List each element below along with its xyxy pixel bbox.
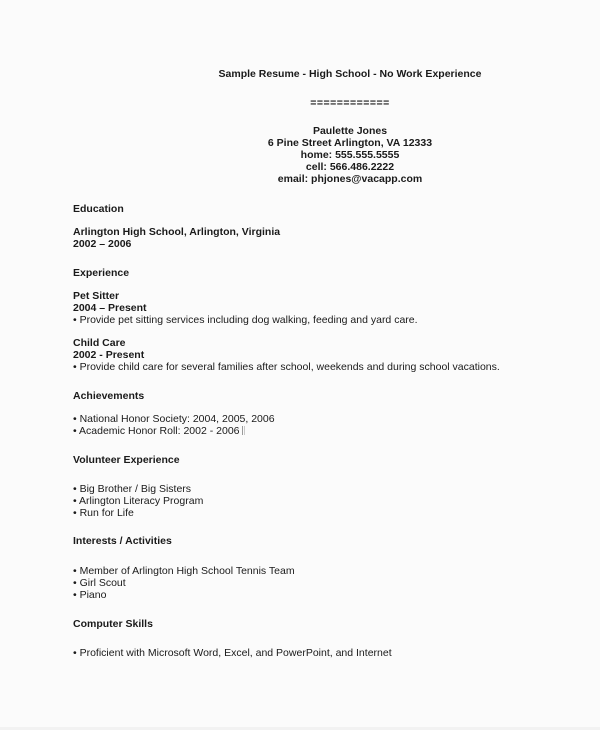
job-dates: 2002 - Present [73, 349, 145, 361]
list-item: • Big Brother / Big Sisters [73, 483, 192, 495]
achievements-list [73, 413, 573, 437]
contact-email: email: phjones@vacapp.com [277, 173, 423, 185]
education-block [73, 226, 573, 250]
list-item-text: • National Honor Society: 2004, 2005, 2006 [73, 413, 275, 425]
document-title: Sample Resume - High School - No Work Experience [218, 68, 482, 80]
education-dates: 2002 – 2006 [73, 238, 132, 250]
list-item: • Proficient with Microsoft Word, Excel, and PowerPoint, and Internet [73, 647, 392, 659]
list-item [73, 413, 573, 425]
text-cursor [242, 426, 245, 435]
job-bullet: • Provide pet sitting services including dog walking, feeding and yard care. [73, 314, 418, 326]
list-item: • Member of Arlington High School Tennis Team [73, 565, 295, 577]
section-heading-interests: Interests / Activities [73, 535, 172, 547]
section-heading-experience: Experience [73, 267, 130, 279]
section-heading-education: Education [73, 203, 124, 215]
experience-job [73, 290, 573, 326]
job-dates: 2004 – Present [73, 302, 147, 314]
list-item: • Arlington Literacy Program [73, 495, 204, 507]
header-divider: ============ [310, 97, 390, 109]
contact-home-phone: home: 555.555.5555 [300, 149, 400, 161]
section-heading-computer-skills: Computer Skills [73, 618, 153, 630]
education-school: Arlington High School, Arlington, Virginia [73, 226, 281, 238]
experience-job [73, 337, 573, 373]
contact-cell-phone: cell: 566.486.2222 [305, 161, 395, 173]
contact-block [100, 125, 600, 185]
computer-skills-list [73, 647, 573, 659]
list-item: • Run for Life [73, 507, 134, 519]
list-item: • Piano [73, 589, 107, 601]
list-item [73, 425, 573, 437]
job-bullet: • Provide child care for several families after school, weekends and during school vacations. [73, 361, 500, 373]
job-title: Pet Sitter [73, 290, 120, 302]
section-heading-achievements: Achievements [73, 390, 145, 402]
contact-name: Paulette Jones [312, 125, 388, 137]
section-heading-volunteer: Volunteer Experience [73, 454, 180, 466]
interests-list [73, 565, 573, 601]
list-item: • Girl Scout [73, 577, 126, 589]
volunteer-list [73, 483, 573, 519]
job-title: Child Care [73, 337, 126, 349]
list-item-text: • Academic Honor Roll: 2002 - 2006 [73, 425, 240, 437]
contact-address: 6 Pine Street Arlington, VA 12333 [267, 137, 433, 149]
